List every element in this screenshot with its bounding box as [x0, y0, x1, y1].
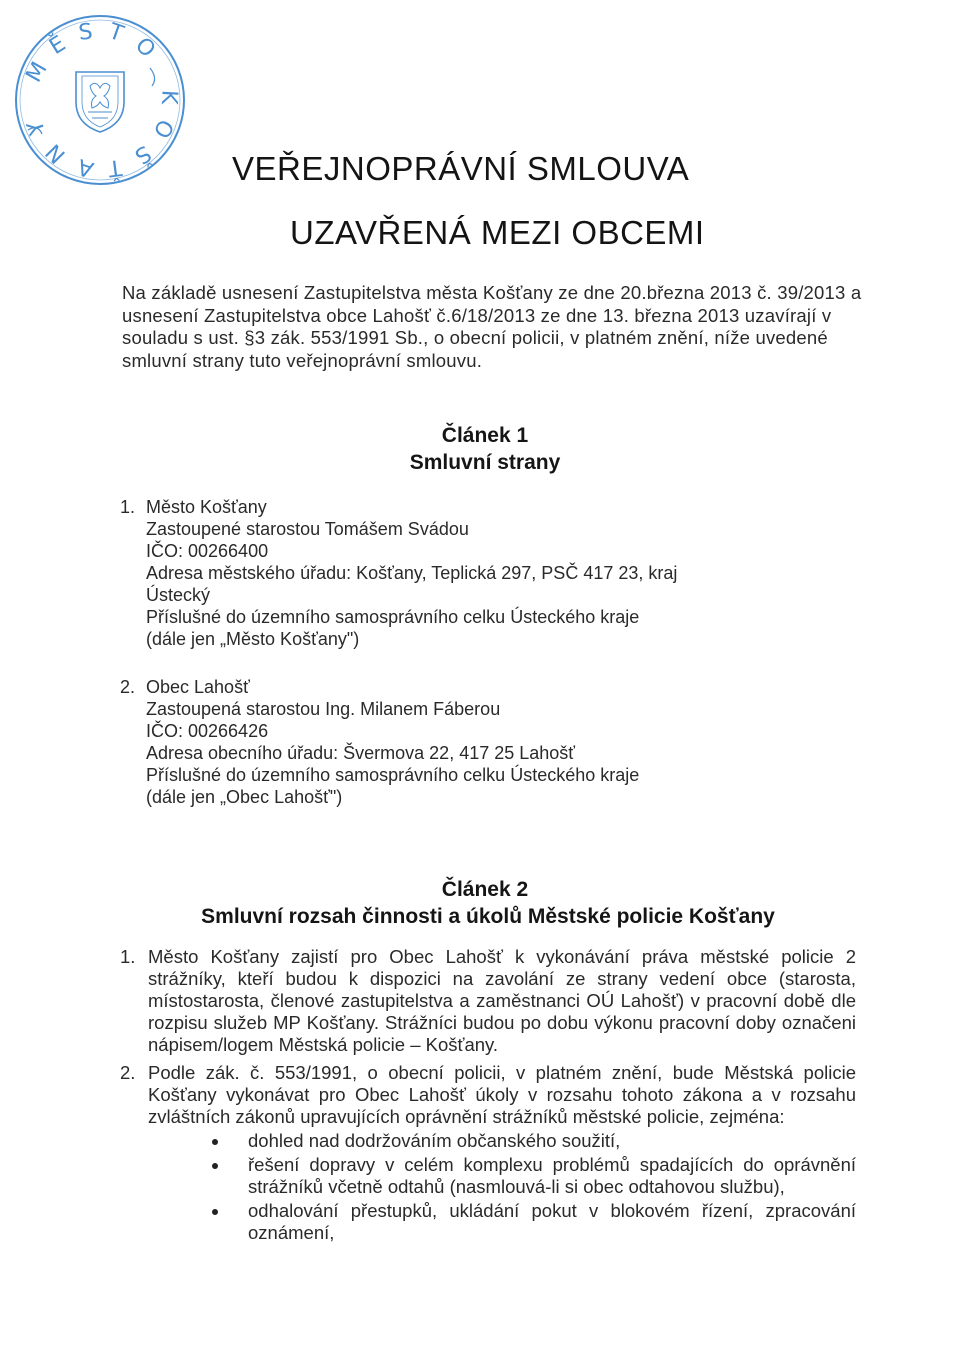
article2-item [120, 1062, 856, 1128]
party-number: 2. [120, 677, 136, 697]
item-number: 2. [120, 1062, 136, 1083]
party-number: 1. [120, 497, 136, 517]
list-item-text: řešení dopravy v celém komplexu problémů spadajících do oprávnění strážníků včetně odtahů (nasmlouvá-li si obec odtahovou službu), [248, 1154, 856, 1197]
party-representative: Zastoupená starostou Ing. Milanem Fáberou [146, 699, 501, 719]
party-alias: (dále jen „Město Košťany") [146, 629, 360, 649]
party-address-cont: Ústecký [146, 585, 211, 605]
list-item-text: odhalování přestupků, ukládání pokut v blokovém řízení, zpracování oznámení, [248, 1200, 856, 1243]
duties-list [204, 1130, 856, 1246]
document-title-line1: VEŘEJNOPRÁVNÍ SMLOUVA [232, 150, 690, 187]
document-title-line2: UZAVŘENÁ MEZI OBCEMI [290, 214, 705, 251]
article1-number: Článek 1 [441, 424, 529, 447]
party-region: Příslušné do územního samosprávního celku Ústeckého kraje [146, 607, 640, 627]
party-alias: (dále jen „Obec Lahošť") [146, 787, 343, 807]
party-address: Adresa obecního úřadu: Švermova 22, 417 25 Lahošť [146, 743, 576, 763]
article1-title: Smluvní strany [409, 451, 561, 474]
article2-item [120, 946, 856, 1056]
party-name: Obec Lahošť [146, 677, 250, 697]
contract-party [120, 676, 840, 808]
item-text: Město Košťany zajistí pro Obec Lahošť k vykonávání práva městské policie 2 strážníky, kteří budou k dispozici na zavolání ze strany vedení obce (starosta, místostarosta, členové zastupitelstva a zaměstnanci OÚ Lahošť) v pracovní době dle rozpisu služeb MP Košťany. Strážníci budou po dobu výkonu pracovní doby označeni nápisem/logem Městská policie – Košťany. [148, 946, 856, 1055]
article2-number: Článek 2 [441, 878, 529, 901]
item-text: Podle zák. č. 553/1991, o obecní policii, v platném znění, bude Městská policie Košťany vykonávat pro Obec Lahošť úkoly v rozsahu tohoto zákona a v rozsahu zvláštních zákonů upravujících oprávnění strážníků městské policie, zejména: [148, 1062, 856, 1127]
bullet-icon [212, 1209, 218, 1215]
intro-paragraph: Na základě usnesení Zastupitelstva města Košťany ze dne 20.března 2013 č. 39/2013 a usnesení Zastupitelstva obce Lahošť č.6/18/2013 ze dne 13. března 2013 uzavírají v souladu s ust. §3 zák. 553/1991 Sb., o obecní policii, v platném znění, níže uvedené smluvní strany tuto veřejnoprávní smlouvu. [122, 282, 862, 371]
party-address: Adresa městského úřadu: Košťany, Teplická 297, PSČ 417 23, kraj [146, 563, 678, 583]
article2-title: Smluvní rozsah činnosti a úkolů Městské policie Košťany [201, 905, 775, 928]
stamp-seal-icon [10, 10, 190, 190]
list-item [204, 1200, 856, 1244]
item-number: 1. [120, 946, 136, 967]
party-ico: IČO: 00266426 [146, 721, 269, 741]
municipal-stamp [10, 10, 190, 190]
bullet-icon [212, 1163, 218, 1169]
party-representative: Zastoupené starostou Tomášem Svádou [146, 519, 469, 539]
list-item-text: dohled nad dodržováním občanského soužití, [248, 1130, 621, 1151]
list-item [204, 1130, 856, 1152]
party-ico: IČO: 00266400 [146, 541, 269, 561]
svg-text:MĚSTO KOŠŤANY: MĚSTO KOŠŤANY [18, 17, 182, 182]
list-item [204, 1154, 856, 1198]
bullet-icon [212, 1139, 218, 1145]
party-region: Příslušné do územního samosprávního celku Ústeckého kraje [146, 765, 640, 785]
party-name: Město Košťany [146, 497, 267, 517]
contract-party [120, 496, 840, 650]
